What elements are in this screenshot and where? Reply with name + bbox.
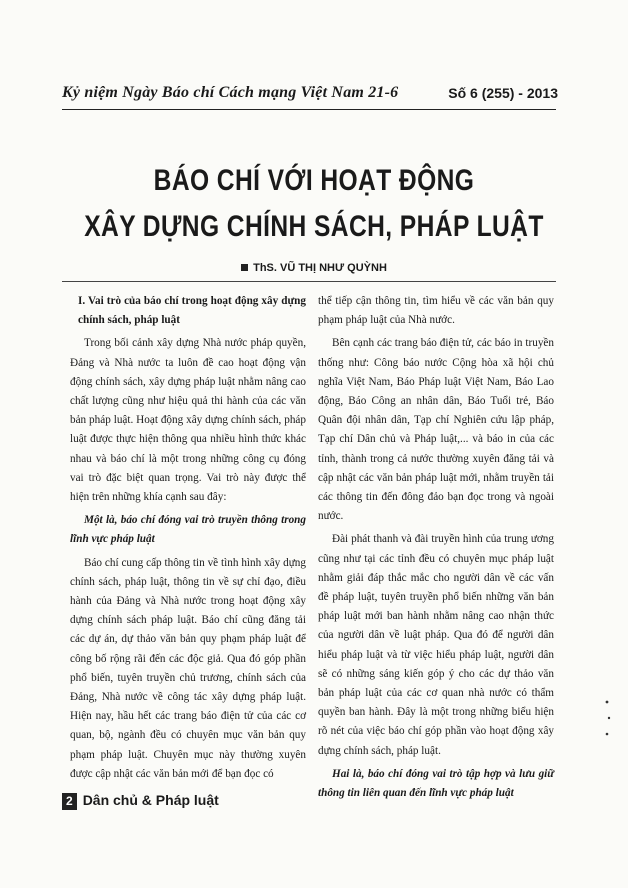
subheading: Hai là, báo chí đóng vai trò tập hợp và lưu giữ thông tin liên quan đến lĩnh vực pháp luật [318,767,554,800]
square-bullet-icon [241,264,248,271]
journal-name: Dân chủ & Pháp luật [82,792,219,808]
paragraph: Trong bối cảnh xây dựng Nhà nước pháp quyền, Đảng và Nhà nước ta luôn đề cao hoạt động vận động chính sách, xây dựng pháp luật nhằm nâng cao chất lượng cũng như hiệu quả thi hành của các văn bản pháp luật. Hoạt động xây dựng chính sách, pháp luật được thực hiện thông qua nhiều hình thức khác nhau và báo chí là một trong những công cụ đóng vai trò đặc biệt quan trọng. Vai trò này được thể hiện trên những khía cạnh sau đây: [70,337,306,504]
author-byline [0,262,628,274]
scan-speck-decoration [604,696,612,756]
title-line-1: BÁO CHÍ VỚI HOẠT ĐỘNG [153,164,475,197]
paragraph: Đài phát thanh và đài truyền hình của trung ương cũng như tại các tỉnh đều có chuyên mục pháp luật nhằm giải đáp thắc mắc cho người dân về các vấn đề pháp luật, tuyên truyền phổ biến những văn bản pháp luật mới ban hành nhằm nâng cao nhận thức của người dân về luật pháp. Qua đó để người dân hiểu pháp luật và từ việc hiểu pháp luật, người dân sẽ có những sáng kiến góp ý cho các dự thảo văn bản pháp luật của các cơ quan nhà nước có thẩm quyền ban hành. Đây là một trong những biểu hiện rõ nét của việc báo chí góp phần vào hoạt động xây dựng chính sách, pháp luật. [318,533,554,757]
title-line-2: XÂY DỰNG CHÍNH SÁCH, PHÁP LUẬT [84,210,544,243]
paragraph: Báo chí cung cấp thông tin về tình hình xây dựng chính sách, pháp luật, thông tin về sự chỉ đạo, điều hành của Đảng và Nhà nước trong hoạt động xây dựng chính sách pháp luật. Báo chí cũng đăng tải các dự án, dự thảo văn bản quy phạm pháp luật để công bố rộng rãi đến các độc giả. Qua đó góp phần phổ biến, tuyên truyền chủ trương, chính sách của Đảng, Nhà nước về công tác xây dựng pháp luật. Hiện nay, hầu hết các trang báo điện tử của các cơ quan, bộ, ngành đều có chuyên mục văn bản quy phạm pháp luật. Chuyên mục này thường xuyên được cập nhật các văn bản mới để bạn đọc có [70,556,306,780]
running-header [62,84,558,108]
paragraph: Bên cạnh các trang báo điện tử, các báo in truyền thống như: Công báo nước Cộng hòa xã hội chủ nghĩa Việt Nam, Báo Pháp luật Việt Nam, Báo Lao động, Báo Công an nhân dân, Báo Tuổi trẻ, Báo Quân đội nhân dân, Tạp chí Nghiên cứu lập pháp, Tạp chí Dân chủ và Pháp luật,... và báo in của các tỉnh, thành trong cả nước thường xuyên đăng tải và cập nhật các văn bản pháp luật mới, nhằm truyền tải các thông tin đến đông đảo bạn đọc trong và ngoài nước. [318,337,554,523]
subheading: Một là, báo chí đóng vai trò truyền thông trong lĩnh vực pháp luật [70,514,306,546]
article-title [57,158,572,250]
byline-divider [62,281,556,282]
section-heading: I. Vai trò của báo chí trong hoạt động xây dựng chính sách, pháp luật [78,295,306,327]
author-name: ThS. VŨ THỊ NHƯ QUỲNH [253,262,387,274]
paragraph: thể tiếp cận thông tin, tìm hiểu về các văn bản quy phạm pháp luật của Nhà nước. [318,295,554,327]
page-footer [62,792,219,814]
commemoration-text: Kỷ niệm Ngày Báo chí Cách mạng Việt Nam 21-6 [62,84,399,101]
issue-number: Số 6 (255) - 2013 [448,85,558,101]
text-column-right [318,292,554,807]
header-divider [62,109,556,110]
text-column-left [70,292,306,788]
page-number: 2 [62,793,77,810]
